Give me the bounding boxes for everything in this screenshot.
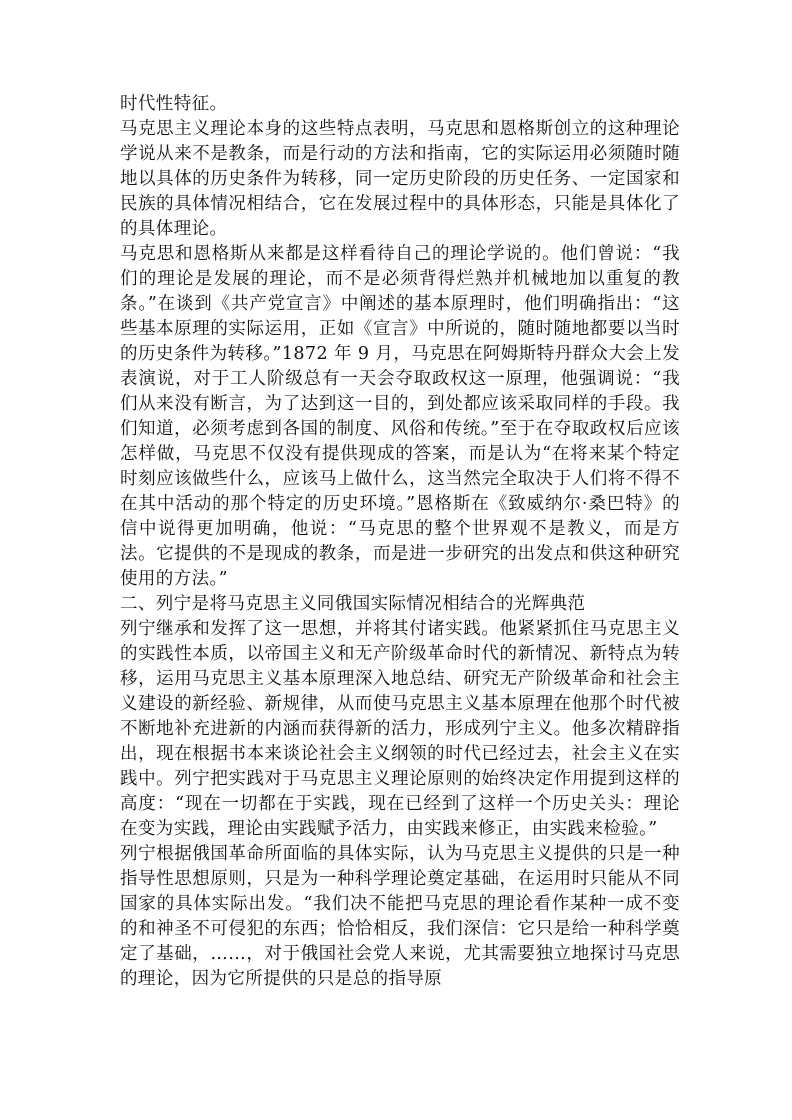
paragraph-lenin-practice: 列宁继承和发挥了这一思想，并将其付诸实践。他紧紧抓住马克思主义的实践性本质，以帝国主义和无产阶级革命时代的新情况、新特点为转移，运用马克思主义基本原理深入地总结、研究无产阶级革命和社会主义建设的新经验、新规律，从而使马克思主义基本原理在他那个时代被不断地补充进新的内涵而获得新的活力，形成列宁主义。他多次精辟指出，现在根据书本来谈论社会主义纲领的时代已经过去，社会主义在实践中。列宁把实践对于马克思主义理论原则的始终决定作用提到这样的高度：“现在一切都在于实践，现在已经到了这样一个历史关头：理论在变为实践，理论由实践赋予活力，由实践来修正，由实践来检验。” xyxy=(120,619,680,839)
document-page xyxy=(120,92,680,992)
paragraph-continuation: 时代性特征。 xyxy=(120,94,228,114)
paragraph-marx-engels-view: 马克思和恩格斯从来都是这样看待自己的理论学说的。他们曾说：“我们的理论是发展的理论，而不是必须背得烂熟并机械地加以重复的教条。”在谈到《共产党宣言》中阐述的基本原理时，他们明确指出：“这些基本原理的实际运用，正如《宣言》中所说的，随时随地都要以当时的历史条件为转移。”1872 年 9 月，马克思在阿姆斯特丹群众大会上发表演说，对于工人阶级总有一天会夺取政权这一原理，他强调说：“我们从来没有断言，为了达到这一目的，到处都应该采取同样的手段。我们知道，必须考虑到各国的制度、风俗和传统。”至于在夺取政权后应该怎样做，马克思不仅没有提供现成的答案，而是认为“在将来某个特定时刻应该做些什么，应该马上做什么，这当然完全取决于人们将不得不在其中活动的那个特定的历史环境。”恩格斯在《致威纳尔·桑巴特》的信中说得更加明确，他说：“马克思的整个世界观不是教义，而是方法。它提供的不是现成的教条，而是进一步研究的出发点和供这种研究使用的方法。” xyxy=(120,244,680,589)
paragraph-lenin-russia: 列宁根据俄国革命所面临的具体实际，认为马克思主义提供的只是一种指导性思想原则，只是为一种科学理论奠定基础，在运用时只能从不同国家的具体实际出发。“我们决不能把马克思的理论看作某种一成不变的和神圣不可侵犯的东西；恰恰相反，我们深信：它只是给一种科学奠定了基础，……，对于俄国社会党人来说，尤其需要独立地探讨马克思的理论，因为它所提供的只是总的指导原 xyxy=(120,844,680,989)
paragraph-theory-features: 马克思主义理论本身的这些特点表明，马克思和恩格斯创立的这种理论学说从来不是教条，而是行动的方法和指南，它的实际运用必须随时随地以具体的历史条件为转移，同一定历史阶段的历史任务、一定国家和民族的具体情况相结合，它在发展过程中的具体形态，只能是具体化了的具体理论。 xyxy=(120,119,680,239)
section-heading: 二、列宁是将马克思主义同俄国实际情况相结合的光辉典范 xyxy=(120,594,586,614)
